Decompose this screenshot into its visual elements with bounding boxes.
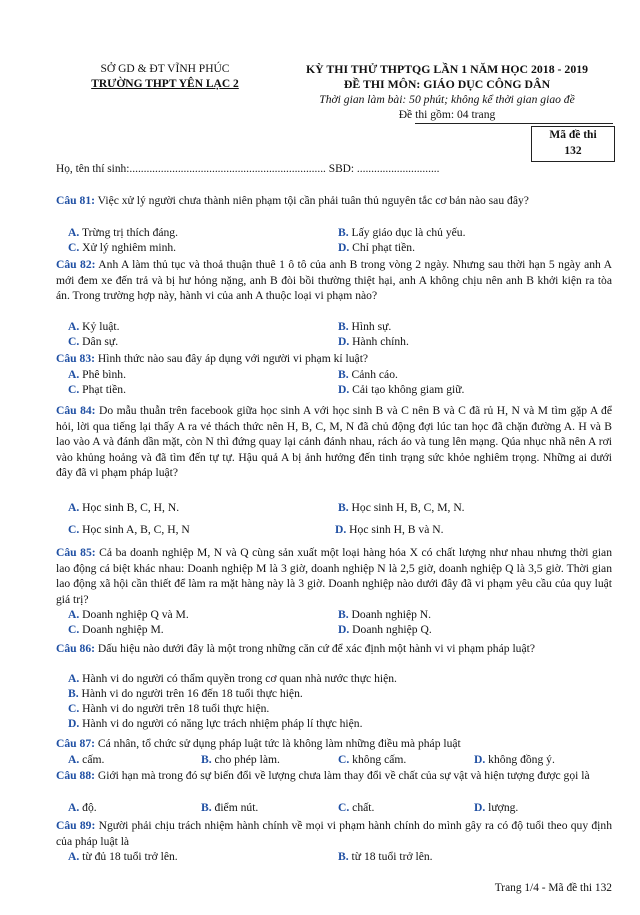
option-d[interactable]: D. Cải tạo không giam giữ. [338, 383, 465, 396]
option-a[interactable]: A. Hành vi do người có thẩm quyền trong cơ quan nhà nước thực hiện. [68, 672, 397, 685]
option-b[interactable]: B. điểm nút. [201, 801, 259, 814]
option-c[interactable]: C. Doanh nghiệp M. [68, 623, 164, 636]
question-number: Câu 88: [56, 769, 95, 782]
option-d[interactable]: D. Học sinh H, B và N. [335, 523, 444, 536]
question-text: Cá nhân, tổ chức sử dụng pháp luật tức là không làm những điều mà pháp luật [94, 737, 461, 750]
question-86 [56, 641, 612, 657]
question-text: Việc xử lý người chưa thành niên phạm tội cần phải tuân thủ nguyên tắc cơ bản nào sau đây? [94, 194, 529, 207]
header-left [60, 62, 270, 92]
question-text: Giới hạn mà trong đó sự biến đổi về lượng chưa làm thay đổi về chất của sự vật và hiện tượng được gọi là [94, 769, 590, 782]
option-b[interactable]: B. Cảnh cáo. [338, 368, 398, 381]
header-right [282, 62, 612, 122]
option-d[interactable]: D. Hành chính. [338, 335, 409, 348]
school-name: TRƯỜNG THPT YÊN LẠC 2 [91, 78, 239, 90]
question-88 [56, 768, 612, 784]
option-b[interactable]: B. Học sinh H, B, C, M, N. [338, 501, 465, 514]
option-d[interactable]: D. Hành vi do người có năng lực trách nhiệm pháp lí thực hiện. [68, 717, 363, 730]
option-d[interactable]: D. Doanh nghiệp Q. [338, 623, 432, 636]
question-number: Câu 86: [56, 642, 95, 655]
option-a[interactable]: A. Doanh nghiệp Q và M. [68, 608, 189, 621]
exam-code-label: Mã đề thi [549, 129, 597, 141]
option-a[interactable]: A. cấm. [68, 753, 105, 766]
option-b[interactable]: B. Lấy giáo dục là chủ yếu. [338, 226, 466, 239]
exam-subject: ĐỀ THI MÔN: GIÁO DỤC CÔNG DÂN [343, 77, 551, 91]
question-text: Hình thức nào sau đây áp dụng với người vi phạm kỉ luật? [94, 352, 369, 365]
question-number: Câu 81: [56, 194, 95, 207]
student-info-line: Họ, tên thí sinh:..................................................................... SBD: ............................. [56, 163, 440, 175]
option-a[interactable]: A. Trừng trị thích đáng. [68, 226, 178, 239]
question-83 [56, 351, 612, 367]
option-c[interactable]: C. Học sinh A, B, C, H, N [68, 523, 190, 536]
question-text: Anh A làm thủ tục và thoả thuận thuê 1 ô tô của anh B trong vòng 2 ngày. Nhưng sau thời hạn 5 ngày anh A mới đem xe đến trả và bị hư hỏng nặng, anh B đòi bồi thường thiệt hại, anh A không chịu nên anh B khởi kiện ra tòa án. Trong trường hợp này, hành vi của anh A thuộc loại vi phạm nào? [56, 258, 612, 303]
option-c[interactable]: C. Phạt tiền. [68, 383, 126, 396]
option-a[interactable]: A. Kỷ luật. [68, 320, 120, 333]
page-footer: Trang 1/4 - Mã đề thi 132 [494, 882, 612, 894]
question-text: Do mẫu thuẫn trên facebook giữa học sinh A với học sinh B và C nên B và C đã rủ H, N và M tìm gặp A để hỏi, lời qua tiếng lại thấy A ra vẻ thách thức nên H, B, C, M, N đã chủ động đợi lúc tan học đã chặn đường A. H và B lao vào A và đánh dần mặt, còn N thì đứng quay lại cảnh đánh nhau, rách áo và tung lên mạng. Qúa nhục nhã nên A rơi vào khủng hoảng và đã tìm đến tự tự. Hậu quả A bị ảnh hưởng đến tinh trạng sức khỏe nghiêm trọng. Những ai dưới đây đã vi phạm pháp luật? [56, 404, 612, 480]
question-number: Câu 84: [56, 404, 96, 417]
question-text: Dấu hiệu nào dưới đây là một trong những căn cứ để xác định một hành vi vi phạm pháp luật? [94, 642, 535, 655]
option-a[interactable]: A. độ. [68, 801, 97, 814]
question-number: Câu 89: [56, 819, 96, 832]
option-b[interactable]: B. từ 18 tuổi trở lên. [338, 850, 433, 863]
question-text: Người phải chịu trách nhiệm hành chính về mọi vi phạm hành chính do mình gây ra có độ tuổi theo quy định của pháp luật là [56, 819, 612, 848]
exam-title: KỲ THI THỬ THPTQG LẦN 1 NĂM HỌC 2018 - 2019 [305, 62, 589, 76]
question-89 [56, 818, 612, 849]
question-number: Câu 83: [56, 352, 95, 365]
option-a[interactable]: A. Phê bình. [68, 368, 126, 381]
option-d[interactable]: D. không đồng ý. [474, 753, 555, 766]
option-c[interactable]: C. Dân sự. [68, 335, 119, 348]
option-d[interactable]: D. Chỉ phạt tiền. [338, 241, 415, 254]
question-85 [56, 545, 612, 607]
exam-code: 132 [564, 145, 582, 157]
department-name: SỞ GD & ĐT VĨNH PHÚC [100, 63, 230, 75]
question-84 [56, 403, 612, 481]
option-d[interactable]: D. lượng. [474, 801, 519, 814]
question-82 [56, 257, 612, 304]
option-c[interactable]: C. Xử lý nghiêm minh. [68, 241, 177, 254]
exam-code-box [531, 126, 615, 162]
option-b[interactable]: B. Hành vi do người trên 16 đến 18 tuổi thực hiện. [68, 687, 303, 700]
option-a[interactable]: A. Học sinh B, C, H, N. [68, 501, 180, 514]
option-b[interactable]: B. cho phép làm. [201, 753, 280, 766]
question-number: Câu 85: [56, 546, 96, 559]
option-a[interactable]: A. từ đủ 18 tuổi trở lên. [68, 850, 178, 863]
header-divider [415, 123, 613, 124]
exam-pages: Đề thi gồm: 04 trang [398, 108, 496, 121]
question-81 [56, 193, 612, 209]
question-87 [56, 736, 612, 752]
option-c[interactable]: C. Hành vi do người trên 18 tuổi thực hiện. [68, 702, 270, 715]
question-text: Cả ba doanh nghiệp M, N và Q cùng sản xuất một loại hàng hóa X có chất lượng như nhau nhưng thời gian lao động cá biệt khác nhau: Doanh nghiệp M là 3 giờ, doanh nghiệp N là 2,5 giờ, doanh nghiệp Q là 3,5 giờ. Thời gian lao động xã hội cần thiết để làm ra mặt hàng này là 3 giờ. Doanh nghiệp nào dưới đây đã vi phạm yêu cầu của quy luật giá trị? [56, 546, 612, 606]
option-c[interactable]: C. không cấm. [338, 753, 407, 766]
option-c[interactable]: C. chất. [338, 801, 375, 814]
exam-time: Thời gian làm bài: 50 phút; không kể thời gian giao đề [319, 93, 575, 106]
option-b[interactable]: B. Doanh nghiệp N. [338, 608, 432, 621]
question-number: Câu 82: [56, 258, 96, 271]
question-number: Câu 87: [56, 737, 95, 750]
option-b[interactable]: B. Hình sự. [338, 320, 392, 333]
